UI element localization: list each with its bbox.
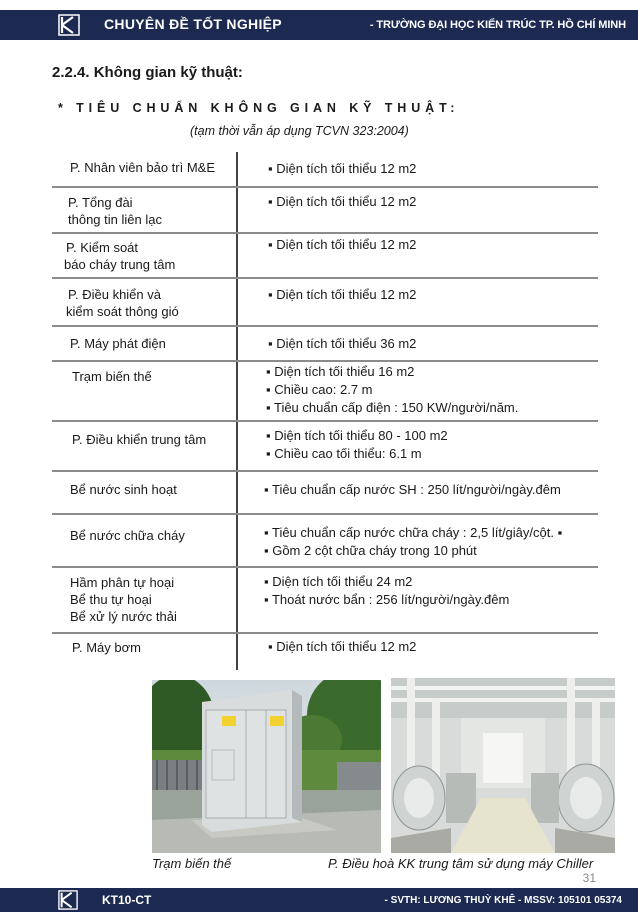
footer-student-info: - SVTH: LƯƠNG THUỲ KHÊ - MSSV: 105101 05374 xyxy=(384,895,622,906)
row-separator xyxy=(52,232,598,234)
row-separator xyxy=(52,470,598,472)
table-row-spec: ▪ Diện tích tối thiểu 24 m2 ▪ Thoát nước bẩn : 256 lít/người/ngày.đêm xyxy=(264,574,510,607)
table-row-label: Bể nước sinh hoạt xyxy=(70,482,177,497)
table-row-spec: ▪ Tiêu chuẩn cấp nước chữa cháy : 2,5 lít/giây/cột. ▪ ▪ Gồm 2 cột chữa cháy trong 10 phút xyxy=(264,525,563,558)
chiller-room-photo xyxy=(391,678,615,853)
table-row-label: P. Tổng đài thông tin liên lạc xyxy=(68,195,162,227)
table-row-label: Trạm biến thế xyxy=(72,369,152,384)
table-row-label: P. Kiểm soát báo cháy trung tâm xyxy=(64,240,176,272)
page-number: 31 xyxy=(582,871,596,885)
transformer-station-photo xyxy=(152,680,381,853)
row-separator xyxy=(52,325,598,327)
school-logo-icon xyxy=(58,890,78,910)
table-row-label: Hầm phân tự hoại Bể thu tự hoại Bể xử lý nước thải xyxy=(70,575,177,624)
table-row-label: Bể nước chữa cháy xyxy=(70,528,185,543)
table-row-spec: ▪ Tiêu chuẩn cấp nước SH : 250 lít/người/ngày.đêm xyxy=(264,482,561,497)
table-row-spec: ▪ Diện tích tối thiểu 12 m2 xyxy=(268,161,417,176)
table-row-spec: ▪ Diện tích tối thiểu 36 m2 xyxy=(268,336,417,351)
row-separator xyxy=(52,513,598,515)
section-title: 2.2.4. Không gian kỹ thuật: xyxy=(52,64,243,81)
header-title: CHUYÊN ĐỀ TỐT NGHIỆP xyxy=(104,16,282,32)
footer-course-code: KT10-CT xyxy=(102,893,152,907)
row-separator xyxy=(52,566,598,568)
row-separator xyxy=(52,186,598,188)
table-row-spec: ▪ Diện tích tối thiểu 12 m2 xyxy=(268,237,417,252)
table-row-label: P. Máy phát điện xyxy=(70,336,166,351)
page-header xyxy=(0,10,638,40)
row-separator xyxy=(52,360,598,362)
standard-title: * TIÊU CHUẨN KHÔNG GIAN KỸ THUẬT: xyxy=(58,101,460,115)
table-row-spec: ▪ Diện tích tối thiểu 12 m2 xyxy=(268,287,417,302)
header-school: - TRƯỜNG ĐẠI HỌC KIẾN TRÚC TP. HỒ CHÍ MINH xyxy=(369,19,626,31)
table-row-label: P. Máy bơm xyxy=(72,640,141,655)
table-row-spec: ▪ Diện tích tối thiểu 16 m2 ▪ Chiều cao: 2.7 m ▪ Tiêu chuẩn cấp điện : 150 KW/người/năm. xyxy=(266,364,519,415)
table-row-spec: ▪ Diện tích tối thiểu 12 m2 xyxy=(268,639,417,654)
table-divider xyxy=(236,152,238,670)
table-row-label: P. Điều khiển trung tâm xyxy=(72,432,207,447)
photo-caption-right: P. Điều hoà KK trung tâm sử dụng máy Chiller xyxy=(328,856,594,871)
photo-caption-left: Trạm biến thế xyxy=(152,856,232,871)
table-row-spec: ▪ Diện tích tối thiểu 80 - 100 m2 ▪ Chiều cao tối thiểu: 6.1 m xyxy=(266,428,448,461)
standard-note: (tạm thời vẫn áp dụng TCVN 323:2004) xyxy=(190,124,409,138)
row-separator xyxy=(52,632,598,634)
school-logo-icon xyxy=(58,14,80,36)
table-row-label: P. Nhân viên bảo trì M&E xyxy=(70,160,216,175)
page-footer xyxy=(0,888,638,912)
table-row-spec: ▪ Diện tích tối thiểu 12 m2 xyxy=(268,194,417,209)
row-separator xyxy=(52,420,598,422)
row-separator xyxy=(52,277,598,279)
table-row-label: P. Điều khiển và kiểm soát thông gió xyxy=(66,287,179,319)
